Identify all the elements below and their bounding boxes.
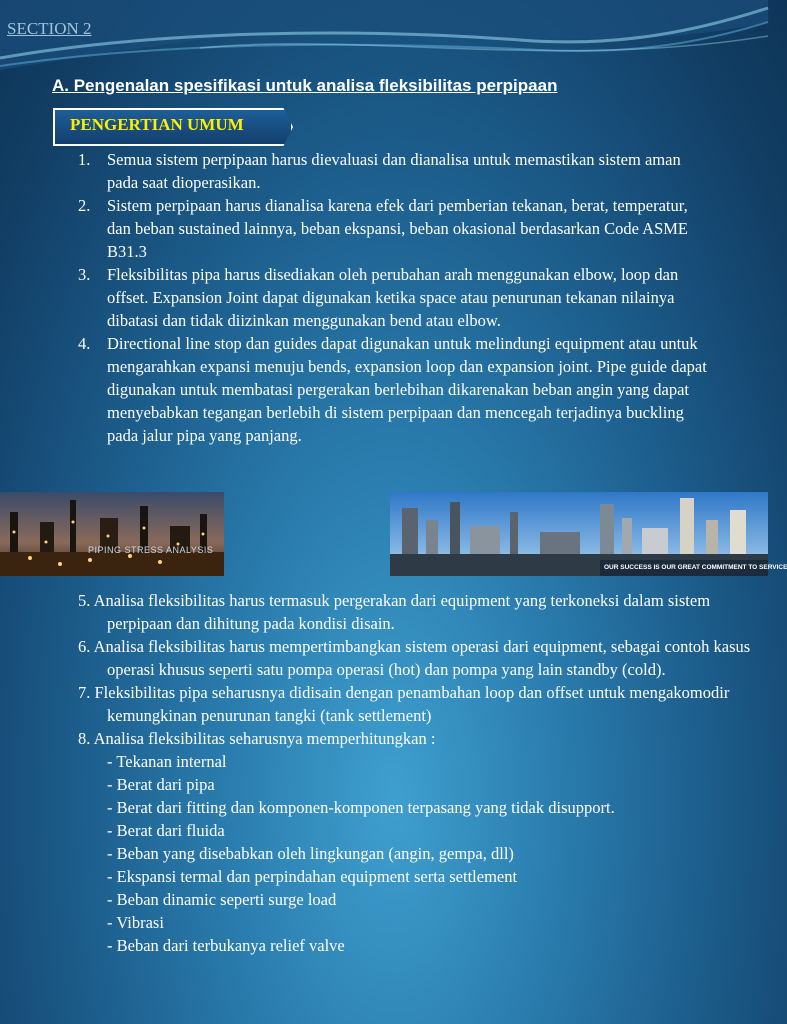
sub-list-item: - Berat dari fluida (107, 821, 225, 840)
list-item: 5. Analisa fleksibilitas harus termasuk pergerakan dari equipment yang terkoneksi dalam sistem perpipaan dan dihitung pada kondisi disain. (78, 591, 711, 633)
list-item: 3. Fleksibilitas pipa harus disediakan oleh perubahan arah menggunakan elbow, loop dan offset. Expansion Joint dapat digunakan ketika space atau penurunan tekanan nilainya dibatasi dan tidak diizinkan menggunakan bend atau elbow. (78, 265, 679, 330)
sub-list-item: - Tekanan internal (107, 752, 227, 771)
list-item: 2. Sistem perpipaan harus dianalisa karena efek dari pemberian tekanan, berat, temperatur, dan beban sustained lainnya, beban ekspansi, beban okasional berdasarkan Code ASME B31.3 (78, 196, 689, 261)
sub-list-item: - Berat dari pipa (107, 775, 215, 794)
numbered-list-bottom (78, 589, 758, 957)
sub-list-item: - Vibrasi (107, 913, 164, 932)
list-item: 7. Fleksibilitas pipa seharusnya didisain dengan penambahan loop dan offset untuk mengakomodir kemungkinan penurunan tangki (tank settlement) (78, 683, 730, 725)
page-title: A. Pengenalan spesifikasi untuk analisa fleksibilitas perpipaan (52, 76, 558, 95)
list-item: 1. Semua sistem perpipaan harus dievaluasi dan dianalisa untuk memastikan sistem aman pada saat dioperasikan. (78, 150, 681, 192)
right-photo-caption: OUR SUCCESS IS OUR GREAT COMMITMENT TO SERVICE (604, 564, 787, 571)
sub-list-item: - Beban yang disebabkan oleh lingkungan (angin, gempa, dll) (107, 844, 514, 863)
sub-list-item: - Ekspansi termal dan perpindahan equipment serta settlement (107, 867, 518, 886)
list-item: 6. Analisa fleksibilitas harus mempertimbangkan sistem operasi dari equipment, sebagai contoh kasus operasi khusus seperti satu pompa operasi (hot) dan pompa yang lain standby (cold). (78, 637, 751, 679)
sub-list-item: - Berat dari fitting dan komponen-komponen terpasang yang tidak disupport. (107, 798, 615, 817)
list-item: 8. Analisa fleksibilitas seharusnya memperhitungkan : (78, 729, 436, 748)
section-label[interactable]: SECTION 2 (7, 19, 92, 38)
left-photo-caption: PIPING STRESS ANALYSIS (88, 545, 214, 555)
sub-list-item: - Beban dari terbukanya relief valve (107, 936, 345, 955)
refinery-night-photo (0, 492, 224, 576)
numbered-list-top (68, 148, 708, 447)
list-item: 4. Directional line stop dan guides dapat digunakan untuk melindungi equipment atau untuk mengarahkan expansi menuju bends, expansion loop dan expansion joint. Pipe guide dapat digunakan untuk membatasi pergerakan berlebihan dikarenakan beban angin yang dapat menyebabkan tegangan berlebih di sistem perpipaan dan mencegah terjadinya buckling pada jalur pipa yang panjang. (78, 334, 707, 445)
section-badge-label: PENGERTIAN UMUM (70, 115, 244, 134)
sub-list-item: - Beban dinamic seperti surge load (107, 890, 337, 909)
